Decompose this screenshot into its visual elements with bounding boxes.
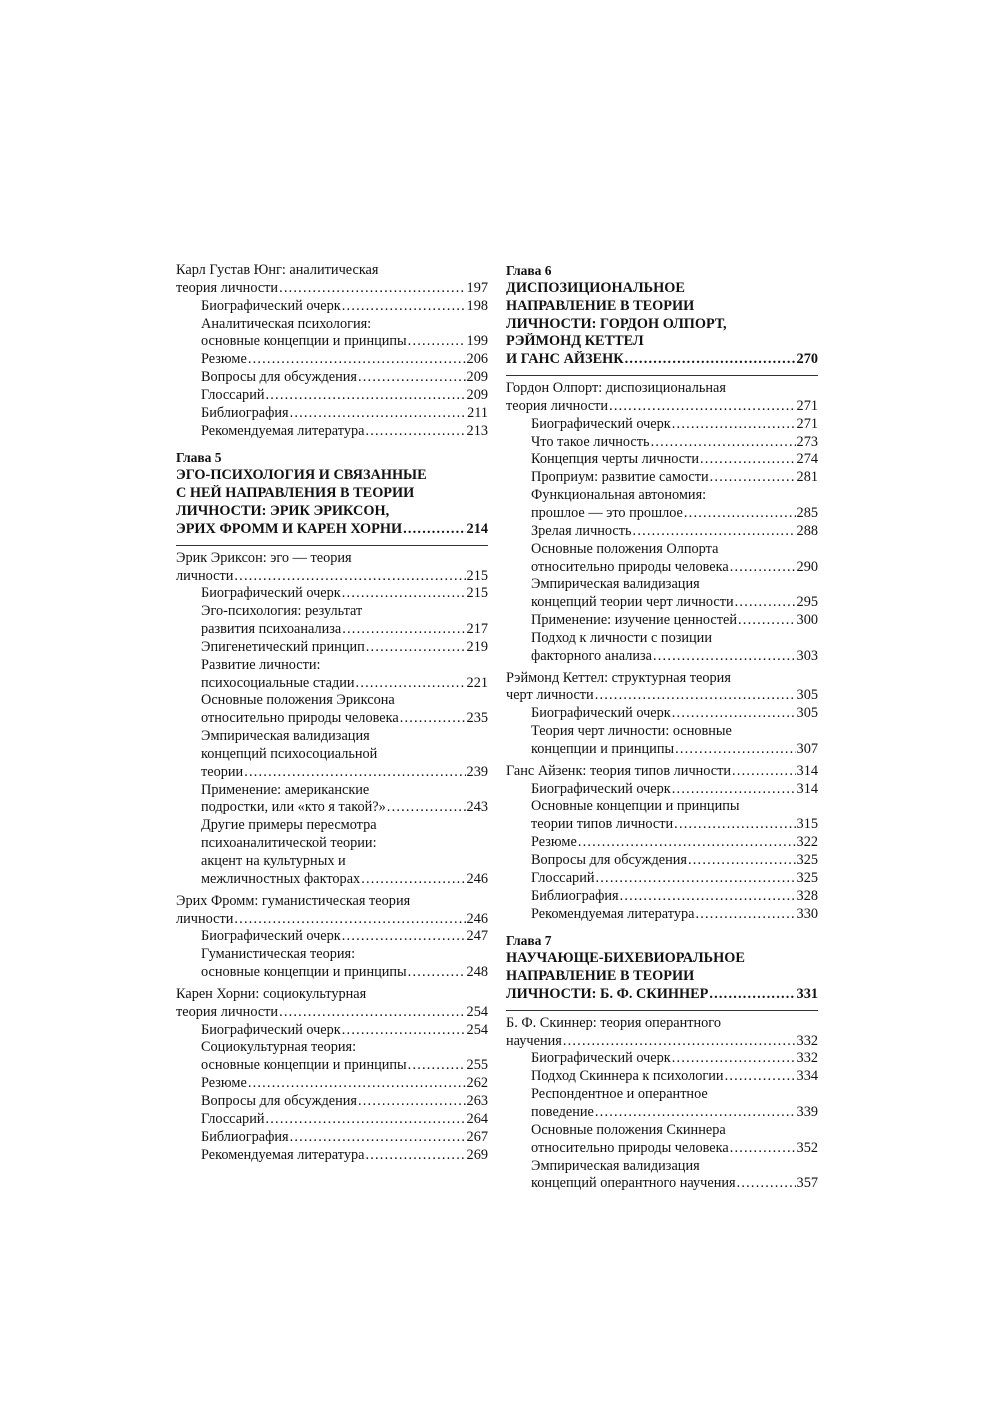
toc-entry: психоаналитической теории: bbox=[201, 835, 377, 852]
toc-section bbox=[506, 380, 818, 666]
toc-entry-title: Биографический очерк bbox=[201, 928, 341, 945]
toc-entry bbox=[506, 1104, 818, 1122]
dot-leader bbox=[279, 280, 465, 298]
toc-entry bbox=[506, 816, 818, 834]
toc-entry: Эмпирическая валидизация bbox=[201, 728, 370, 745]
toc-page-number: 263 bbox=[466, 1092, 488, 1109]
dot-leader bbox=[234, 911, 465, 929]
toc-entry bbox=[506, 781, 818, 799]
toc-entry: Карен Хорни: социокультурная bbox=[176, 985, 367, 1002]
chapter-title-line: ЛИЧНОСТИ: ЭРИК ЭРИКСОН, bbox=[176, 502, 390, 519]
dot-leader bbox=[403, 521, 465, 539]
toc-entry: Основные положения Скиннера bbox=[531, 1121, 726, 1138]
toc-page-number: 307 bbox=[796, 740, 818, 757]
dot-leader bbox=[358, 1093, 466, 1111]
toc-page-number: 219 bbox=[466, 638, 488, 655]
toc-entry bbox=[506, 763, 818, 781]
toc-entry-title: относительно природы человека bbox=[201, 710, 399, 727]
toc-entry bbox=[176, 799, 488, 817]
toc-entry-title: Резюме bbox=[201, 1075, 247, 1092]
toc-entry: Применение: американские bbox=[201, 781, 370, 798]
toc-page-number: 325 bbox=[796, 852, 818, 868]
toc-entry bbox=[506, 398, 818, 416]
toc-page-number: 248 bbox=[466, 964, 488, 981]
toc-entry: Основные положения Олпорта bbox=[531, 540, 719, 557]
toc-entry bbox=[506, 705, 818, 723]
chapter-page-number: 331 bbox=[796, 985, 818, 1002]
chapter-title-line bbox=[176, 521, 488, 539]
toc-page-number: 332 bbox=[796, 1032, 818, 1049]
toc-page-number: 325 bbox=[796, 869, 818, 886]
dot-leader bbox=[408, 333, 466, 351]
toc-entry bbox=[506, 1175, 818, 1193]
toc-entry bbox=[176, 911, 488, 929]
toc-section bbox=[506, 670, 818, 759]
toc-entry bbox=[506, 523, 818, 541]
dot-leader bbox=[290, 1129, 466, 1147]
toc-entry: Подход к личности с позиции bbox=[531, 629, 712, 646]
toc-entry bbox=[176, 675, 488, 693]
toc-entry: Эрих Фромм: гуманистическая теория bbox=[176, 892, 411, 909]
toc-entry-title: Биографический очерк bbox=[201, 1021, 341, 1038]
toc-entry-title: теория личности bbox=[506, 397, 609, 414]
toc-page-number: 197 bbox=[466, 279, 488, 296]
dot-leader bbox=[732, 763, 796, 781]
toc-entry-title: Глоссарий bbox=[531, 869, 595, 886]
chapter-label: Глава 7 bbox=[506, 933, 552, 949]
toc-entry-title: Подход Скиннера к психологии bbox=[531, 1068, 724, 1085]
dot-leader bbox=[361, 871, 465, 889]
dot-leader bbox=[672, 416, 796, 434]
dot-leader bbox=[684, 505, 796, 523]
toc-entry bbox=[506, 906, 818, 924]
toc-entry bbox=[176, 871, 488, 889]
dot-leader bbox=[653, 648, 796, 666]
toc-entry: Социокультурная теория: bbox=[201, 1039, 357, 1056]
toc-page-number: 274 bbox=[796, 451, 818, 468]
toc-page-number: 262 bbox=[466, 1075, 488, 1092]
toc-page-number: 332 bbox=[796, 1050, 818, 1067]
toc-entry-title: Зрелая личность bbox=[531, 522, 632, 539]
toc-entry-title: Вопросы для обсуждения bbox=[201, 369, 357, 386]
toc-entry bbox=[176, 1147, 488, 1165]
toc-entry-title: Резюме bbox=[201, 351, 247, 368]
toc-entry bbox=[176, 568, 488, 586]
dot-leader bbox=[578, 834, 796, 852]
toc-entry-title: Биографический очерк bbox=[531, 780, 671, 797]
dot-leader bbox=[356, 675, 466, 693]
chapter-title-text: ЛИЧНОСТИ: Б. Ф. СКИННЕР bbox=[506, 985, 709, 1002]
toc-entry bbox=[506, 434, 818, 452]
dot-leader bbox=[358, 369, 466, 387]
toc-page-number: 285 bbox=[796, 504, 818, 521]
toc-entry: Гуманистическая теория: bbox=[201, 946, 356, 963]
toc-page-number: 243 bbox=[466, 799, 488, 816]
toc-section bbox=[506, 1015, 818, 1193]
toc-entry-title: Библиография bbox=[201, 1128, 289, 1145]
toc-entry bbox=[506, 1140, 818, 1158]
toc-page-number: 264 bbox=[466, 1110, 488, 1127]
toc-page-number: 334 bbox=[796, 1068, 818, 1085]
dot-leader bbox=[625, 351, 796, 369]
toc-page-number: 271 bbox=[796, 397, 818, 414]
chapter-title-line: НАПРАВЛЕНИЕ В ТЕОРИИ bbox=[506, 968, 695, 985]
toc-entry-title: подростки, или «кто я такой?» bbox=[201, 799, 386, 816]
toc-page-number: 209 bbox=[466, 369, 488, 386]
dot-leader bbox=[342, 928, 466, 946]
toc-entry-title: Вопросы для обсуждения bbox=[201, 1092, 357, 1109]
toc-entry bbox=[506, 741, 818, 759]
toc-entry: концепций психосоциальной bbox=[201, 745, 378, 762]
toc-page-number: 267 bbox=[466, 1128, 488, 1145]
toc-entry-title: Биографический очерк bbox=[201, 297, 341, 314]
toc-page-number: 322 bbox=[796, 834, 818, 851]
toc-entry-title: теории bbox=[201, 763, 244, 780]
toc-left-column bbox=[176, 262, 488, 1164]
toc-section bbox=[176, 550, 488, 889]
toc-entry-title: Глоссарий bbox=[201, 1110, 265, 1127]
toc-entry bbox=[176, 1022, 488, 1040]
toc-page-number: 288 bbox=[796, 522, 818, 539]
dot-leader bbox=[738, 612, 796, 630]
toc-entry-title: Библиография bbox=[201, 404, 289, 421]
toc-page-number: 330 bbox=[796, 905, 818, 922]
toc-entry-title: концепций теории черт личности bbox=[531, 594, 734, 611]
toc-entry-title: Эпигенетический принцип bbox=[201, 638, 365, 655]
chapter-title-line: ЛИЧНОСТИ: ГОРДОН ОЛПОРТ, bbox=[506, 315, 727, 332]
toc-page-number: 221 bbox=[466, 674, 488, 691]
toc-entry bbox=[506, 1033, 818, 1051]
dot-leader bbox=[688, 852, 796, 870]
dot-leader bbox=[730, 559, 796, 577]
dot-leader bbox=[672, 1050, 796, 1068]
toc-entry: Основные положения Эриксона bbox=[201, 692, 395, 709]
toc-entry bbox=[506, 870, 818, 888]
toc-entry bbox=[506, 834, 818, 852]
toc-page-number: 206 bbox=[466, 351, 488, 368]
toc-entry: Респондентное и оперантное bbox=[531, 1086, 708, 1103]
toc-entry bbox=[176, 639, 488, 657]
toc-entry-title: Рекомендуемая литература bbox=[531, 905, 695, 922]
chapter-heading bbox=[506, 262, 818, 376]
dot-leader bbox=[266, 387, 466, 405]
toc-entry-title: личности bbox=[176, 910, 234, 927]
toc-page-number: 247 bbox=[466, 928, 488, 945]
toc-page-number: 269 bbox=[466, 1146, 488, 1163]
toc-page-number: 315 bbox=[796, 816, 818, 833]
toc-entry bbox=[506, 612, 818, 630]
toc-entry bbox=[176, 1057, 488, 1075]
toc-entry-title: развития психоанализа bbox=[201, 621, 342, 638]
toc-page-number: 352 bbox=[796, 1139, 818, 1156]
toc-page-number: 305 bbox=[796, 705, 818, 722]
chapter-title-line: ДИСПОЗИЦИОНАЛЬНОЕ bbox=[506, 279, 685, 296]
toc-entry-title: прошлое — это прошлое bbox=[531, 504, 683, 521]
toc-entry bbox=[506, 559, 818, 577]
dot-leader bbox=[234, 568, 465, 586]
toc-entry bbox=[176, 1111, 488, 1129]
toc-entry-title: Рекомендуемая литература bbox=[201, 422, 365, 439]
chapter-heading bbox=[506, 932, 818, 1010]
toc-entry-title: относительно природы человека bbox=[531, 1139, 729, 1156]
toc-page-number: 239 bbox=[466, 763, 488, 780]
dot-leader bbox=[342, 621, 465, 639]
toc-page-number: 295 bbox=[796, 594, 818, 611]
toc-entry-title: поведение bbox=[531, 1103, 594, 1120]
toc-entry: Рэймонд Кеттел: структурная теория bbox=[506, 669, 731, 686]
toc-entry-title: теория личности bbox=[176, 1003, 279, 1020]
toc-entry: Развитие личности: bbox=[201, 656, 321, 673]
toc-entry: Эрик Эриксон: эго — теория bbox=[176, 549, 352, 566]
dot-leader bbox=[596, 870, 796, 888]
toc-entry-title: Резюме bbox=[531, 834, 577, 851]
toc-entry-title: Глоссарий bbox=[201, 386, 265, 403]
toc-page-number: 303 bbox=[796, 647, 818, 664]
toc-entry: Карл Густав Юнг: аналитическая bbox=[176, 262, 379, 278]
toc-entry-title: Что такое личность bbox=[531, 433, 650, 450]
chapter-title-text: И ГАНС АЙЗЕНК bbox=[506, 351, 624, 368]
chapter-page-number: 214 bbox=[466, 520, 488, 537]
toc-entry-title: факторного анализа bbox=[531, 647, 652, 664]
toc-entry bbox=[506, 648, 818, 666]
toc-entry bbox=[176, 710, 488, 728]
toc-page-number: 254 bbox=[466, 1021, 488, 1038]
toc-entry: Другие примеры пересмотра bbox=[201, 817, 377, 834]
toc-page-number: 339 bbox=[796, 1103, 818, 1120]
toc-entry bbox=[176, 1004, 488, 1022]
dot-leader bbox=[366, 639, 466, 657]
toc-entry: Гордон Олпорт: диспозициональная bbox=[506, 380, 726, 397]
toc-entry bbox=[506, 1050, 818, 1068]
dot-leader bbox=[244, 764, 465, 782]
toc-entry bbox=[176, 298, 488, 316]
toc-entry bbox=[176, 387, 488, 405]
dot-leader bbox=[725, 1068, 796, 1086]
dot-leader bbox=[609, 398, 795, 416]
toc-entry-title: основные концепции и принципы bbox=[201, 964, 407, 981]
toc-entry-title: Биографический очерк bbox=[201, 585, 341, 602]
toc-page-number: 314 bbox=[796, 780, 818, 797]
toc-entry bbox=[506, 888, 818, 906]
dot-leader bbox=[737, 1175, 796, 1193]
toc-entry-title: личности bbox=[176, 567, 234, 584]
toc-entry bbox=[176, 621, 488, 639]
toc-entry-title: теории типов личности bbox=[531, 816, 674, 833]
toc-page-number: 273 bbox=[796, 433, 818, 450]
toc-page-number: 357 bbox=[796, 1175, 818, 1192]
toc-entry bbox=[176, 423, 488, 441]
toc-entry-title: Биографический очерк bbox=[531, 1050, 671, 1067]
dot-leader bbox=[279, 1004, 465, 1022]
toc-right-column bbox=[506, 262, 818, 1193]
toc-entry bbox=[506, 451, 818, 469]
toc-entry-title: основные концепции и принципы bbox=[201, 1057, 407, 1074]
toc-entry-title: Биографический очерк bbox=[531, 415, 671, 432]
toc-page-number: 215 bbox=[466, 585, 488, 602]
dot-leader bbox=[672, 705, 796, 723]
toc-entry: Функциональная автономия: bbox=[531, 487, 707, 504]
toc-page-number: 281 bbox=[796, 469, 818, 486]
toc-entry: акцент на культурных и bbox=[201, 853, 346, 869]
dot-leader bbox=[563, 1033, 796, 1051]
dot-leader bbox=[365, 423, 465, 441]
chapter-label: Глава 6 bbox=[506, 263, 552, 278]
dot-leader bbox=[365, 1147, 465, 1165]
chapter-heading bbox=[176, 449, 488, 545]
chapter-title-line: НАПРАВЛЕНИЕ В ТЕОРИИ bbox=[506, 297, 695, 314]
dot-leader bbox=[675, 741, 795, 759]
toc-page-number: 213 bbox=[466, 422, 488, 439]
dot-leader bbox=[387, 799, 466, 817]
toc-entry-title: научения bbox=[506, 1032, 562, 1049]
toc-entry-title: концепций оперантного научения bbox=[531, 1175, 736, 1192]
toc-entry-title: Биографический очерк bbox=[531, 705, 671, 722]
toc-page-number: 246 bbox=[466, 910, 488, 927]
toc-entry-title: межличностных факторах bbox=[201, 870, 361, 887]
chapter-page-number: 270 bbox=[796, 351, 818, 368]
dot-leader bbox=[400, 710, 466, 728]
toc-entry bbox=[506, 594, 818, 612]
toc-entry bbox=[176, 585, 488, 603]
toc-entry: Основные концепции и принципы bbox=[531, 798, 740, 815]
toc-entry-title: концепции и принципы bbox=[531, 740, 675, 757]
toc-section bbox=[176, 986, 488, 1164]
toc-entry bbox=[506, 416, 818, 434]
toc-entry-title: основные концепции и принципы bbox=[201, 333, 407, 350]
dot-leader bbox=[248, 351, 466, 369]
toc-entry: Эмпирическая валидизация bbox=[531, 1157, 700, 1174]
dot-leader bbox=[730, 1140, 796, 1158]
dot-leader bbox=[266, 1111, 466, 1129]
dot-leader bbox=[290, 405, 467, 423]
toc-entry: Аналитическая психология: bbox=[201, 315, 372, 332]
toc-entry bbox=[506, 469, 818, 487]
toc-page-number: 290 bbox=[796, 558, 818, 575]
toc-entry bbox=[176, 369, 488, 387]
toc-section bbox=[176, 262, 488, 440]
toc-entry bbox=[176, 764, 488, 782]
dot-leader bbox=[342, 585, 466, 603]
dot-leader bbox=[620, 888, 796, 906]
dot-leader bbox=[651, 434, 796, 452]
toc-entry bbox=[176, 405, 488, 423]
toc-entry-title: Рекомендуемая литература bbox=[201, 1146, 365, 1163]
dot-leader bbox=[710, 469, 796, 487]
toc-entry: Эмпирическая валидизация bbox=[531, 576, 700, 593]
chapter-title-line bbox=[506, 351, 818, 369]
toc-page-number: 255 bbox=[466, 1057, 488, 1074]
toc-page-number: 211 bbox=[467, 404, 488, 421]
toc-entry bbox=[176, 1093, 488, 1111]
toc-entry bbox=[176, 928, 488, 946]
chapter-title-line: ЭГО-ПСИХОЛОГИЯ И СВЯЗАННЫЕ bbox=[176, 467, 427, 484]
dot-leader bbox=[408, 964, 466, 982]
toc-entry: Б. Ф. Скиннер: теория оперантного bbox=[506, 1014, 721, 1031]
toc-entry-title: Библиография bbox=[531, 887, 619, 904]
toc-section bbox=[506, 763, 818, 924]
toc-page-number: 199 bbox=[466, 333, 488, 350]
toc-entry: Эго-психология: результат bbox=[201, 603, 363, 620]
toc-entry bbox=[176, 964, 488, 982]
toc-entry-title: черт личности bbox=[506, 687, 594, 704]
toc-page-number: 198 bbox=[466, 297, 488, 314]
dot-leader bbox=[408, 1057, 466, 1075]
dot-leader bbox=[342, 1022, 466, 1040]
dot-leader bbox=[672, 781, 796, 799]
toc-entry bbox=[506, 687, 818, 705]
toc-page-number: 217 bbox=[466, 621, 488, 638]
toc-entry bbox=[506, 852, 818, 870]
dot-leader bbox=[735, 594, 796, 612]
toc-entry bbox=[506, 1068, 818, 1086]
toc-page-number: 254 bbox=[466, 1003, 488, 1020]
dot-leader bbox=[342, 298, 466, 316]
dot-leader bbox=[709, 986, 795, 1004]
chapter-title-line: НАУЧАЮЩЕ-БИХЕВИОРАЛЬНОЕ bbox=[506, 950, 745, 967]
toc-entry: Теория черт личности: основные bbox=[531, 723, 732, 740]
chapter-title-line: РЭЙМОНД КЕТТЕЛ bbox=[506, 333, 644, 350]
chapter-label: Глава 5 bbox=[176, 450, 222, 466]
toc-entry-title: психосоциальные стадии bbox=[201, 674, 355, 691]
dot-leader bbox=[700, 451, 796, 469]
toc-entry-title: Проприум: развитие самости bbox=[531, 469, 709, 486]
toc-page-number: 215 bbox=[466, 567, 488, 584]
chapter-title-text: ЭРИХ ФРОММ И КАРЕН ХОРНИ bbox=[176, 520, 403, 537]
toc-page-number: 246 bbox=[466, 870, 488, 887]
toc-page-number: 305 bbox=[796, 687, 818, 704]
dot-leader bbox=[674, 816, 795, 834]
toc-entry-title: теория личности bbox=[176, 279, 279, 296]
toc-entry bbox=[176, 1129, 488, 1147]
toc-page-number: 300 bbox=[796, 612, 818, 629]
dot-leader bbox=[248, 1075, 466, 1093]
dot-leader bbox=[633, 523, 796, 541]
toc-entry-title: Концепция черты личности bbox=[531, 451, 700, 468]
toc-entry-title: Применение: изучение ценностей bbox=[531, 612, 738, 629]
toc-entry-title: Ганс Айзенк: теория типов личности bbox=[506, 762, 732, 779]
toc-page-number: 235 bbox=[466, 710, 488, 727]
chapter-title-line bbox=[506, 986, 818, 1004]
dot-leader bbox=[595, 687, 796, 705]
dot-leader bbox=[595, 1104, 796, 1122]
toc-entry bbox=[176, 333, 488, 351]
toc-page-number: 271 bbox=[796, 415, 818, 432]
toc-page-number: 314 bbox=[796, 762, 818, 779]
toc-entry-title: относительно природы человека bbox=[531, 558, 729, 575]
toc-entry bbox=[506, 505, 818, 523]
toc-entry bbox=[176, 280, 488, 298]
toc-page-number: 209 bbox=[466, 386, 488, 403]
toc-entry-title: Вопросы для обсуждения bbox=[531, 852, 687, 868]
toc-page-number: 328 bbox=[796, 887, 818, 904]
dot-leader bbox=[695, 906, 795, 924]
toc-section bbox=[176, 893, 488, 982]
toc-entry bbox=[176, 351, 488, 369]
chapter-title-line: С НЕЙ НАПРАВЛЕНИЯ В ТЕОРИИ bbox=[176, 485, 415, 502]
toc-entry bbox=[176, 1075, 488, 1093]
